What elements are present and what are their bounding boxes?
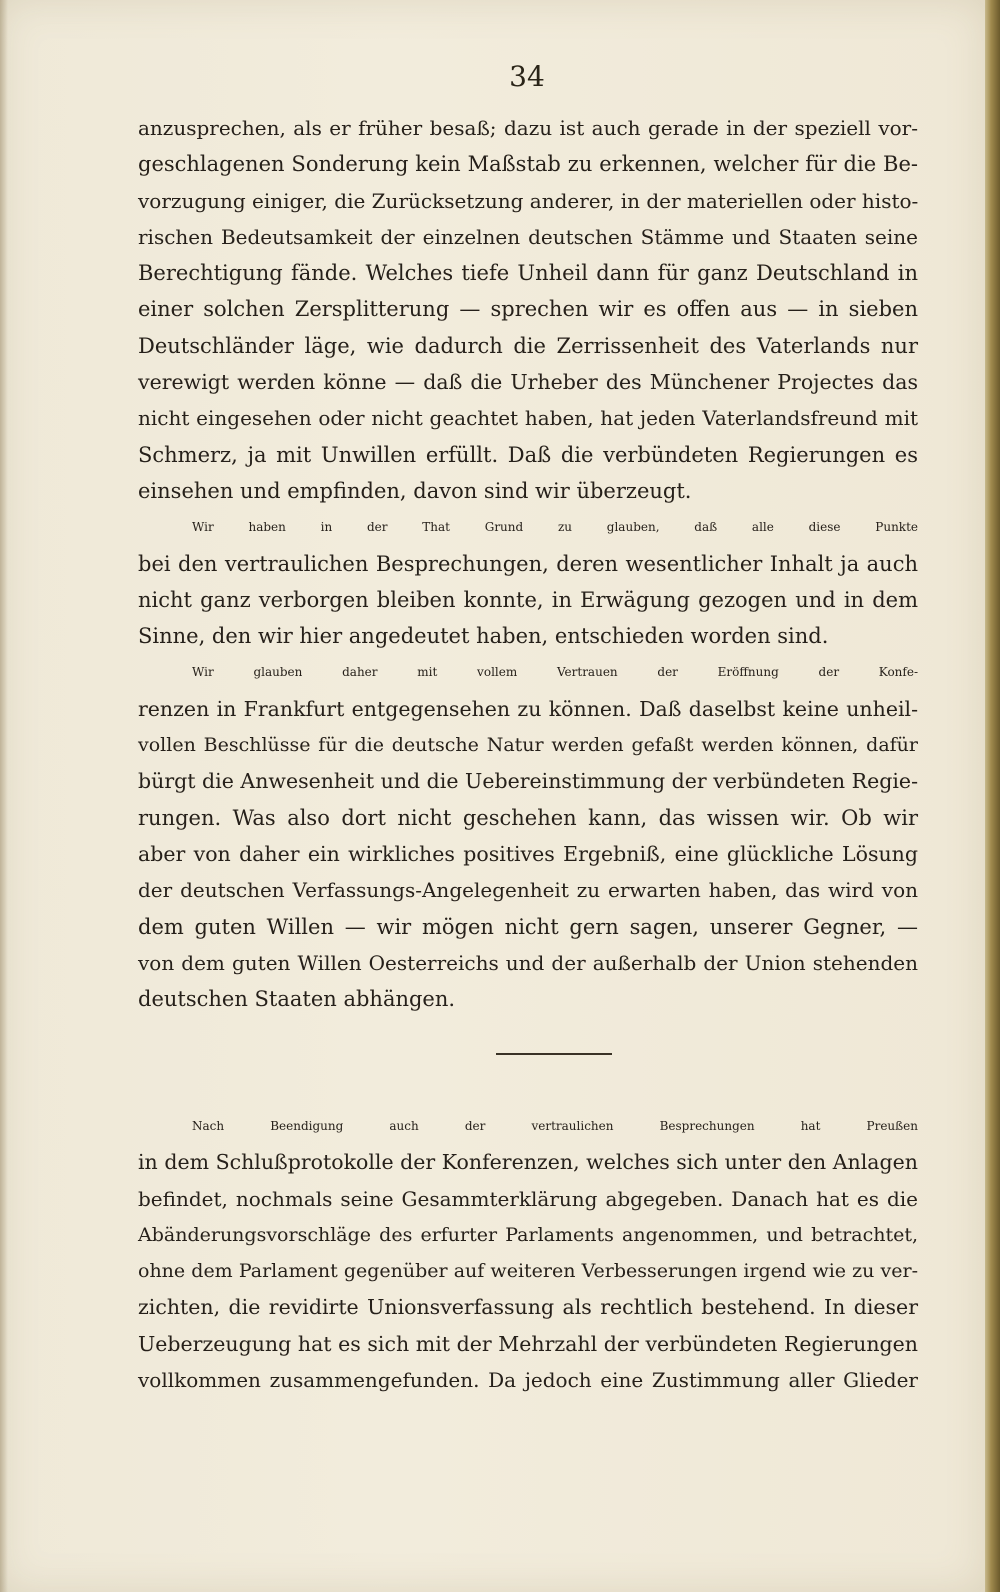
text-line: renzen in Frankfurt entgegensehen zu können. Daß daselbst keine unheil-: [138, 696, 918, 721]
text-line: befindet, nochmals seine Gesammterklärung abgegeben. Danach hat es die: [138, 1186, 918, 1211]
text-line: aber von daher ein wirkliches positives Ergebniß, eine glückliche Lösung: [138, 841, 918, 866]
text-line: Abänderungsvorschläge des erfurter Parlaments angenommen, und betrachtet,: [138, 1223, 918, 1246]
text-section-2: [138, 1108, 918, 1398]
text-line: der deutschen Verfassungs-Angelegenheit zu erwarten haben, das wird von: [138, 878, 918, 903]
text-line: rungen. Was also dort nicht geschehen kann, das wissen wir. Ob wir: [138, 805, 918, 830]
text-line: vollen Beschlüsse für die deutsche Natur werden gefaßt werden können, dafür: [138, 734, 918, 757]
text-line: Deutschländer läge, wie dadurch die Zerrissenheit des Vaterlands nur: [138, 333, 918, 358]
text-line: von dem guten Willen Oesterreichs und der außerhalb der Union stehenden: [138, 950, 918, 975]
text-line: Schmerz, ja mit Unwillen erfüllt. Daß die verbündeten Regierungen es: [138, 442, 918, 467]
text-line: Berechtigung fände. Welches tiefe Unheil dann für ganz Deutschland in: [138, 261, 918, 286]
text-line: in dem Schlußprotokolle der Konferenzen, welches sich unter den Anlagen: [138, 1150, 918, 1175]
page-edge: [985, 0, 1000, 1592]
text-line: einer solchen Zersplitterung — sprechen wir es offen aus — in sieben: [138, 297, 918, 322]
text-line: verewigt werden könne — daß die Urheber des Münchener Projectes das: [138, 370, 918, 395]
page-number: 34: [509, 60, 545, 93]
text-line: Wir glauben daher mit vollem Vertrauen der Eröffnung der Konfe-: [192, 665, 918, 680]
text-line: vollkommen zusammengefunden. Da jedoch eine Zustimmung aller Glieder: [138, 1368, 918, 1393]
text-line: bürgt die Anwesenheit und die Uebereinstimmung der verbündeten Regie-: [138, 769, 918, 794]
text-line: dem guten Willen — wir mögen nicht gern sagen, unserer Gegner, —: [138, 914, 918, 939]
text-line: ohne dem Parlament gegenüber auf weiteren Verbesserungen irgend wie zu ver-: [138, 1260, 918, 1283]
text-line: vorzugung einiger, die Zurücksetzung anderer, in der materiellen oder histo-: [138, 188, 919, 213]
text-line: nicht eingesehen oder nicht geachtet haben, hat jeden Vaterlandsfreund mit: [138, 406, 918, 431]
text-line: nicht ganz verborgen bleiben konnte, in Erwägung gezogen und in dem: [138, 587, 918, 612]
section-divider: [496, 1053, 612, 1055]
page-gutter-shadow: [0, 0, 8, 1592]
text-line: zichten, die revidirte Unionsverfassung als rechtlich bestehend. In dieser: [138, 1295, 918, 1320]
text-line: deutschen Staaten abhängen.: [138, 987, 456, 1012]
text-line: Nach Beendigung auch der vertraulichen Besprechungen hat Preußen: [192, 1119, 918, 1133]
text-section-1: [138, 110, 918, 1017]
text-line: anzusprechen, als er früher besaß; dazu ist auch gerade in der speziell vor-: [138, 116, 918, 140]
text-line: bei den vertraulichen Besprechungen, deren wesentlicher Inhalt ja auch: [138, 551, 918, 576]
text-line: rischen Bedeutsamkeit der einzelnen deutschen Stämme und Staaten seine: [138, 224, 918, 249]
text-line: Wir haben in der That Grund zu glauben, daß alle diese Punkte: [192, 520, 918, 535]
text-line: Ueberzeugung hat es sich mit der Mehrzahl der verbündeten Regierungen: [138, 1331, 918, 1356]
text-line: geschlagenen Sonderung kein Maßstab zu erkennen, welcher für die Be-: [138, 152, 918, 177]
text-line: Sinne, den wir hier angedeutet haben, entschieden worden sind.: [138, 624, 829, 649]
text-line: einsehen und empfinden, davon sind wir überzeugt.: [138, 478, 692, 503]
